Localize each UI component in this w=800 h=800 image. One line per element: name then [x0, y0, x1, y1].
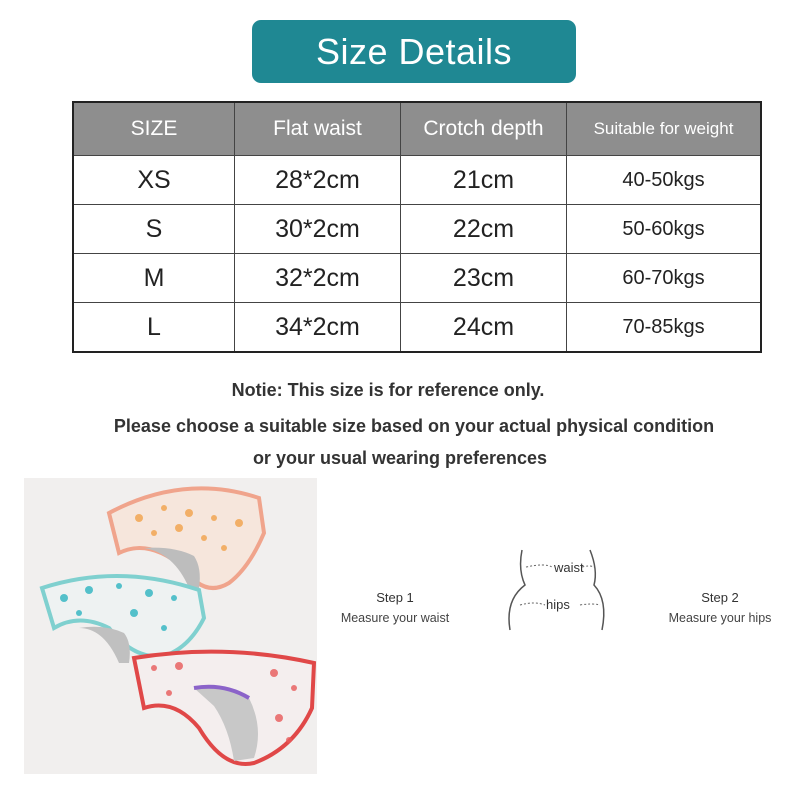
- body-measure-figure: [490, 545, 620, 635]
- waist-label: waist: [554, 560, 584, 575]
- weight-cell: 40-50kgs: [567, 156, 762, 205]
- waist-cell: 28*2cm: [235, 156, 401, 205]
- note-line-1: Notie: This size is for reference only.: [231, 380, 545, 400]
- table-row: [73, 156, 761, 205]
- size-cell: M: [73, 254, 235, 303]
- weight-cell: 50-60kgs: [567, 205, 762, 254]
- step-1: [330, 590, 460, 625]
- step-1-description: Measure your waist: [340, 611, 450, 625]
- table-row: [73, 303, 761, 353]
- product-photo: [24, 478, 317, 774]
- crotch-cell: 22cm: [401, 205, 567, 254]
- header-crotch-depth: Crotch depth: [401, 102, 567, 156]
- size-cell: XS: [73, 156, 235, 205]
- size-cell: S: [73, 205, 235, 254]
- size-cell: L: [73, 303, 235, 353]
- header-flat-waist: Flat waist: [235, 102, 401, 156]
- weight-cell: 60-70kgs: [567, 254, 762, 303]
- step-2: [655, 590, 785, 625]
- table-header-row: [73, 102, 761, 156]
- step-1-title: Step 1: [376, 590, 414, 605]
- size-table: [72, 101, 762, 353]
- note-line-2: Please choose a suitable size based on your actual physical condition: [113, 416, 715, 436]
- crotch-cell: 23cm: [401, 254, 567, 303]
- step-2-description: Measure your hips: [668, 611, 772, 625]
- crotch-cell: 24cm: [401, 303, 567, 353]
- waist-cell: 32*2cm: [235, 254, 401, 303]
- crotch-cell: 21cm: [401, 156, 567, 205]
- step-2-title: Step 2: [701, 590, 739, 605]
- size-details-banner: [252, 20, 576, 83]
- header-weight: Suitable for weight: [567, 102, 762, 156]
- weight-cell: 70-85kgs: [567, 303, 762, 353]
- hips-label: hips: [546, 597, 570, 612]
- waist-cell: 30*2cm: [235, 205, 401, 254]
- table-row: [73, 254, 761, 303]
- header-size: SIZE: [73, 102, 235, 156]
- note-line-3: or your usual wearing preferences: [252, 448, 548, 468]
- table-row: [73, 205, 761, 254]
- page-title: Size Details: [315, 30, 513, 72]
- waist-cell: 34*2cm: [235, 303, 401, 353]
